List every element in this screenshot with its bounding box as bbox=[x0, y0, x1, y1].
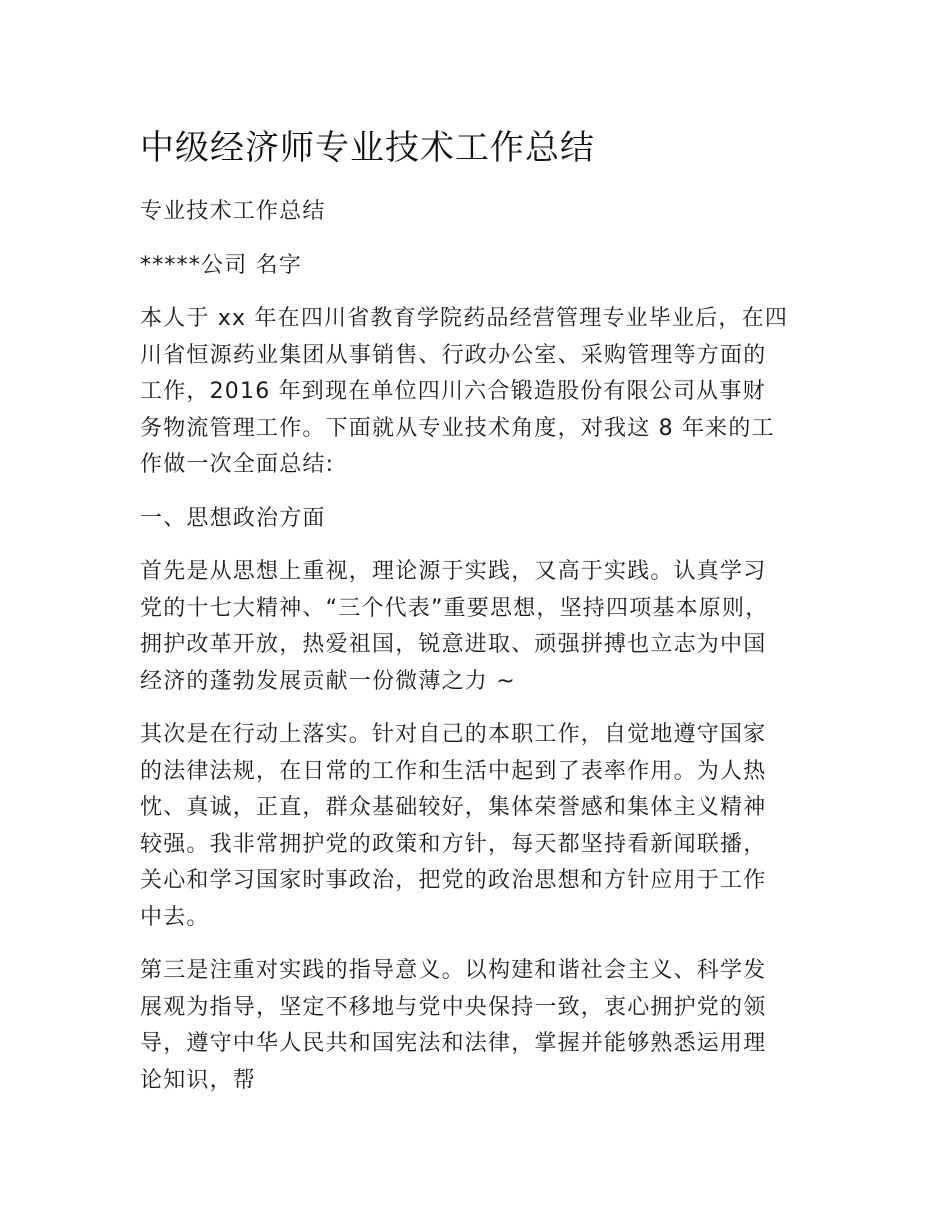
paragraph-line: 党的十七大精神、“三个代表”重要思想，坚持四项基本原则， bbox=[140, 595, 769, 621]
body-paragraph bbox=[140, 501, 820, 538]
paragraph-line: 展观为指导，坚定不移地与党中央保持一致，衷心拥护党的领 bbox=[140, 994, 767, 1020]
document-subtitle: 专业技术工作总结 bbox=[140, 199, 326, 224]
paragraph-line: 作做一次全面总结: bbox=[140, 452, 335, 477]
document-body bbox=[140, 301, 820, 1099]
paragraph-line: 经济的蓬勃发展贡献一份微薄之力 ~ bbox=[140, 668, 516, 694]
paragraph-line: 忱、真诚，正直，群众基础较好，集体荣誉感和集体主义精神 bbox=[140, 795, 767, 820]
paragraph-line: 关心和学习国家时事政治，把党的政治思想和方针应用于工作 bbox=[140, 868, 767, 893]
body-paragraph bbox=[140, 301, 820, 484]
paragraph-line: 首先是从思想上重视，理论源于实践，又高于实践。认真学习 bbox=[140, 559, 767, 584]
paragraph-line: 务物流管理工作。下面就从专业技术角度，对我这 8 年来的工 bbox=[140, 415, 775, 441]
paragraph-line: 较强。我非常拥护党的政策和方针，每天都坚持看新闻联播， bbox=[140, 831, 767, 857]
paragraph-line: 工作，2016 年到现在单位四川六合锻造股份有限公司从事财 bbox=[140, 379, 766, 404]
paragraph-line: 导，遵守中华人民共和国宪法和法律，掌握并能够熟悉运用理 bbox=[140, 1031, 767, 1056]
body-paragraph bbox=[140, 953, 820, 1099]
paragraph-line: 的法律法规，在日常的工作和生活中起到了表率作用。为人热 bbox=[140, 758, 767, 784]
body-paragraph bbox=[140, 717, 820, 936]
body-paragraph bbox=[140, 554, 820, 700]
paragraph-line: 中去。 bbox=[140, 904, 210, 930]
paragraph-line: 川省恒源药业集团从事销售、行政办公室、采购管理等方面的 bbox=[140, 342, 767, 368]
paragraph-line: 第三是注重对实践的指导意义。以构建和谐社会主义、科学发 bbox=[140, 958, 767, 983]
paragraph-line: 论知识，帮 bbox=[140, 1067, 257, 1093]
author-line: *****公司 名字 bbox=[140, 252, 302, 278]
paragraph-line: 其次是在行动上落实。针对自己的本职工作，自觉地遵守国家 bbox=[140, 722, 767, 747]
paragraph-line: 拥护改革开放，热爱祖国，锐意进取、顽强拼搏也立志为中国 bbox=[140, 632, 767, 657]
paragraph-line: 一、思想政治方面 bbox=[140, 505, 326, 531]
paragraph-line: 本人于 xx 年在四川省教育学院药品经营管理专业毕业后，在四 bbox=[140, 306, 789, 331]
document-title: 中级经济师专业技术工作总结 bbox=[140, 128, 595, 168]
